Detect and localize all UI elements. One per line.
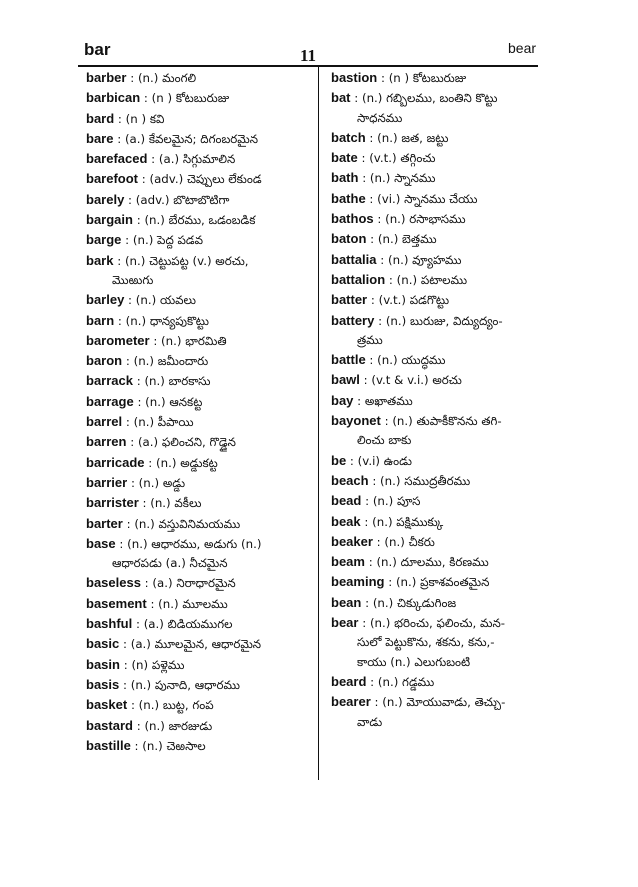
- definition: : (n.) పీపాయి: [122, 415, 194, 430]
- definition: : (n.) జారజుడు: [132, 718, 213, 733]
- dictionary-entry: [86, 634, 321, 654]
- headword: barefaced: [86, 151, 148, 167]
- headword: barrister: [86, 495, 139, 511]
- headword: bark: [86, 252, 114, 268]
- headword: bead: [331, 493, 362, 509]
- definition: : (n ) కోటబురుజు: [140, 91, 230, 106]
- headword: bear: [331, 615, 359, 631]
- entry-continuation: వాడు: [357, 714, 383, 729]
- dictionary-entry: [331, 250, 566, 270]
- definition: : (a.) సిగ్గుమాలిన: [147, 152, 236, 167]
- definition: : (n.) బెత్తము: [366, 232, 437, 247]
- headword: barrel: [86, 414, 123, 430]
- headword: barrier: [86, 474, 128, 490]
- headword: basis: [86, 676, 120, 692]
- dictionary-entry: [331, 692, 566, 712]
- definition: : (n) పళ్లెము: [119, 657, 185, 672]
- dictionary-entry: [86, 351, 321, 371]
- headword: bargain: [86, 212, 133, 228]
- definition: : (n.) పక్షిముక్కు: [360, 514, 444, 529]
- definition: : (n.) ఆధారము, అడుగు (n.): [115, 536, 262, 551]
- header-rule: [78, 65, 538, 67]
- right-column: [331, 68, 566, 732]
- dictionary-entry: [331, 168, 566, 188]
- headword: beak: [331, 513, 361, 529]
- definition: : (n.) పటాలము: [385, 272, 468, 287]
- definition: : (adv.) చెప్పులు లేకుండ: [138, 172, 262, 187]
- header-last-word: bear: [508, 40, 537, 56]
- headword: baron: [86, 353, 123, 369]
- dictionary-entry: [331, 491, 566, 511]
- definition: : (v.i) ఉండు: [346, 453, 412, 468]
- headword: bard: [86, 110, 115, 126]
- headword: barber: [86, 70, 127, 85]
- definition: : (n.) యుద్ధము: [365, 353, 446, 368]
- headword: battalia: [331, 251, 377, 267]
- dictionary-entry: [86, 514, 321, 534]
- definition: : (n.) సముద్రతీరము: [368, 473, 471, 488]
- definition: : (n.) రసాభాసము: [373, 212, 466, 227]
- headword: bay: [331, 392, 354, 408]
- headword: barbican: [86, 90, 141, 106]
- dictionary-entry: [86, 736, 321, 756]
- dictionary-entry: [331, 370, 566, 390]
- dictionary-entry: [86, 311, 321, 331]
- dictionary-entry: [86, 534, 321, 554]
- definition: : (n.) అడ్డు: [127, 475, 186, 490]
- definition: : (n.) ప్రకాశవంతమైన: [384, 575, 490, 590]
- definition: : (v.t.) తగ్గించు: [357, 151, 436, 166]
- headword: barge: [86, 232, 122, 248]
- dictionary-entry: [86, 716, 321, 736]
- definition: : (n ) కోటబురుజు: [377, 71, 467, 85]
- headword: barren: [86, 434, 127, 450]
- definition: : (n.) గడ్డము: [366, 674, 435, 689]
- definition: : (a.) మూలమైన, ఆధారమైన: [119, 637, 262, 652]
- definition: : (n.) చిక్కుడుగింజ: [361, 595, 457, 610]
- definition: : (n.) పెద్ద పడవ: [121, 233, 204, 248]
- definition: : (n.) ధాన్యపుకొట్టు: [114, 313, 209, 328]
- dictionary-entry: [331, 593, 566, 613]
- definition: : (n.) పూస: [361, 494, 421, 509]
- headword: bastard: [86, 717, 133, 733]
- dictionary-entry: [331, 672, 566, 692]
- headword: beam: [331, 554, 365, 570]
- dictionary-entry: [331, 471, 566, 491]
- dictionary-entry: [331, 270, 566, 290]
- dictionary-entry: [86, 614, 321, 634]
- dictionary-entry: [331, 552, 566, 572]
- definition: : (a.) బిడియముగల: [132, 617, 233, 632]
- definition: : (n.) యవలు: [124, 293, 196, 308]
- headword: bastille: [86, 737, 131, 753]
- definition: : (n.) అడ్డుకట్ట: [144, 455, 218, 470]
- dictionary-entry: [331, 532, 566, 552]
- page-number: 11: [300, 46, 317, 65]
- dictionary-entry: [331, 209, 566, 229]
- definition: : (n.) చెఱసాల: [130, 738, 206, 753]
- dictionary-entry: [86, 371, 321, 391]
- dictionary-entry: [86, 473, 321, 493]
- definition: : (n.) తుపాకీకొనను తగి-: [380, 414, 502, 429]
- dictionary-entry: [86, 251, 321, 271]
- headword: barley: [86, 292, 125, 308]
- definition: : (a.) కేవలమైన; దిగంబరమైన: [113, 131, 259, 146]
- headword: barrack: [86, 373, 133, 389]
- dictionary-entry: [86, 655, 321, 675]
- dictionary-entry: [331, 88, 566, 108]
- dictionary-entry: [86, 493, 321, 513]
- definition: : (v.t.) పడగొట్టు: [367, 293, 450, 308]
- definition: : (n.) జమీందారు: [122, 354, 209, 369]
- headword: barometer: [86, 332, 150, 348]
- entry-continuation: సాధనము: [357, 110, 403, 125]
- headword: barefoot: [86, 171, 138, 187]
- definition: : (n.) వస్తువినిమయము: [122, 516, 241, 531]
- definition: : (n.) చెట్టుపట్ట (v.) అరచు,: [113, 253, 249, 268]
- headword: basement: [86, 595, 147, 611]
- definition: : (v.t & v.i.) అరచు: [359, 373, 462, 388]
- dictionary-entry: [86, 412, 321, 432]
- headword: barrage: [86, 393, 134, 409]
- definition: : (n.) స్నానము: [358, 171, 436, 186]
- definition: : (n ) కవి: [114, 111, 165, 126]
- entry-continuation: మొఱుగు: [112, 272, 154, 287]
- entry-continuation: లించు బాకు: [357, 433, 412, 448]
- headword: bat: [331, 90, 351, 106]
- headword: bayonet: [331, 413, 381, 429]
- dictionary-entry: [331, 350, 566, 370]
- dictionary-entry: [86, 594, 321, 614]
- dictionary-entry: [331, 451, 566, 471]
- dictionary-entry: [86, 331, 321, 351]
- dictionary-entry: [86, 109, 321, 129]
- headword: barter: [86, 515, 123, 531]
- dictionary-entry: [86, 68, 321, 88]
- headword: baton: [331, 231, 367, 247]
- dictionary-entry: [331, 128, 566, 148]
- dictionary-entry: [331, 311, 566, 331]
- headword: bawl: [331, 372, 360, 388]
- dictionary-entry: [331, 512, 566, 532]
- definition: : (n.) ఆనకట్ట: [133, 394, 203, 409]
- headword: beaming: [331, 574, 385, 590]
- dictionary-entry: [331, 229, 566, 249]
- headword: barely: [86, 191, 125, 207]
- headword: basket: [86, 697, 128, 713]
- definition: : (n.) మంగలి: [126, 71, 197, 85]
- left-column: [86, 68, 321, 756]
- definition: : (n.) బారకాసు: [132, 374, 211, 389]
- headword: battle: [331, 352, 366, 368]
- dictionary-entry: [86, 129, 321, 149]
- headword: beaker: [331, 533, 373, 549]
- headword: beach: [331, 472, 369, 488]
- dictionary-entry: [331, 189, 566, 209]
- dictionary-entry: [86, 149, 321, 169]
- dictionary-entry: [86, 230, 321, 250]
- headword: bath: [331, 170, 359, 186]
- headword: barricade: [86, 454, 145, 470]
- definition: : (a.) నిరాధారమైన: [140, 576, 236, 591]
- dictionary-entry: [86, 453, 321, 473]
- headword: batch: [331, 129, 366, 145]
- definition: : (adv.) బొటాబొటిగా: [124, 192, 230, 207]
- definition: : (n.) మోయువాడు, తెచ్చు-: [370, 695, 506, 710]
- headword: bathe: [331, 190, 366, 206]
- dictionary-entry: [86, 392, 321, 412]
- definition: : (n.) భారమితి: [149, 333, 227, 348]
- dictionary-entry: [86, 675, 321, 695]
- definition: : (n.) బేరము, ఒడంబడిక: [132, 213, 256, 228]
- headword: bathos: [331, 211, 374, 227]
- headword: basin: [86, 656, 120, 672]
- definition: : (n.) వకీలు: [138, 496, 202, 511]
- headword: batter: [331, 292, 368, 308]
- definition: : (n.) పునాది, ఆధారము: [119, 677, 241, 692]
- dictionary-entry: [331, 613, 566, 633]
- definition: : అఖాతము: [353, 393, 413, 408]
- dictionary-entry: [86, 432, 321, 452]
- definition: : (n.) మూలము: [146, 596, 228, 611]
- definition: : (n.) బురుజు, విద్యుద్యం-: [374, 313, 503, 328]
- entry-continuation: సులో పెట్టుకొను, శకను, కను,-: [357, 635, 495, 650]
- definition: : (a.) ఫలించని, గొడ్డైన: [126, 435, 236, 450]
- header-first-word: bar: [84, 40, 111, 59]
- entry-continuation: ఆధారపడు (a.) నీచమైన: [112, 556, 228, 571]
- headword: be: [331, 452, 347, 468]
- definition: : (vi.) స్నానము చేయు: [365, 191, 478, 206]
- dictionary-entry: [86, 88, 321, 108]
- headword: bastion: [331, 70, 378, 85]
- headword: beard: [331, 673, 367, 689]
- headword: bearer: [331, 694, 371, 710]
- headword: base: [86, 535, 116, 551]
- dictionary-entry: [86, 695, 321, 715]
- headword: barn: [86, 312, 115, 328]
- definition: : (n.) వ్యూహము: [376, 252, 462, 267]
- entry-continuation: కాయు (n.) ఎలుగుబంటి: [357, 654, 471, 669]
- headword: bean: [331, 594, 362, 610]
- headword: bate: [331, 150, 358, 166]
- dictionary-entry: [331, 391, 566, 411]
- dictionary-entry: [86, 210, 321, 230]
- dictionary-entry: [331, 290, 566, 310]
- definition: : (n.) జత, జట్టు: [365, 130, 449, 145]
- dictionary-entry: [331, 148, 566, 168]
- dictionary-entry: [86, 169, 321, 189]
- headword: baseless: [86, 575, 141, 591]
- definition: : (n.) దూలము, కిరణము: [364, 555, 489, 570]
- dictionary-entry: [86, 290, 321, 310]
- definition: : (n.) గబ్బిలము, బంతిని కొట్టు: [350, 91, 498, 106]
- headword: battery: [331, 312, 375, 328]
- definition: : (n.) బుట్ట, గంప: [127, 698, 214, 713]
- definition: : (n.) చీకరు: [372, 534, 435, 549]
- definition: : (n.) భరించు, ఫలించు, మన-: [358, 616, 505, 631]
- dictionary-entry: [331, 411, 566, 431]
- headword: battalion: [331, 271, 386, 287]
- dictionary-entry: [331, 572, 566, 592]
- headword: basic: [86, 636, 120, 652]
- headword: bashful: [86, 616, 133, 632]
- dictionary-entry: [86, 190, 321, 210]
- dictionary-entry: [86, 573, 321, 593]
- entry-continuation: త్రము: [357, 332, 383, 347]
- dictionary-entry: [331, 68, 566, 88]
- headword: bare: [86, 130, 114, 146]
